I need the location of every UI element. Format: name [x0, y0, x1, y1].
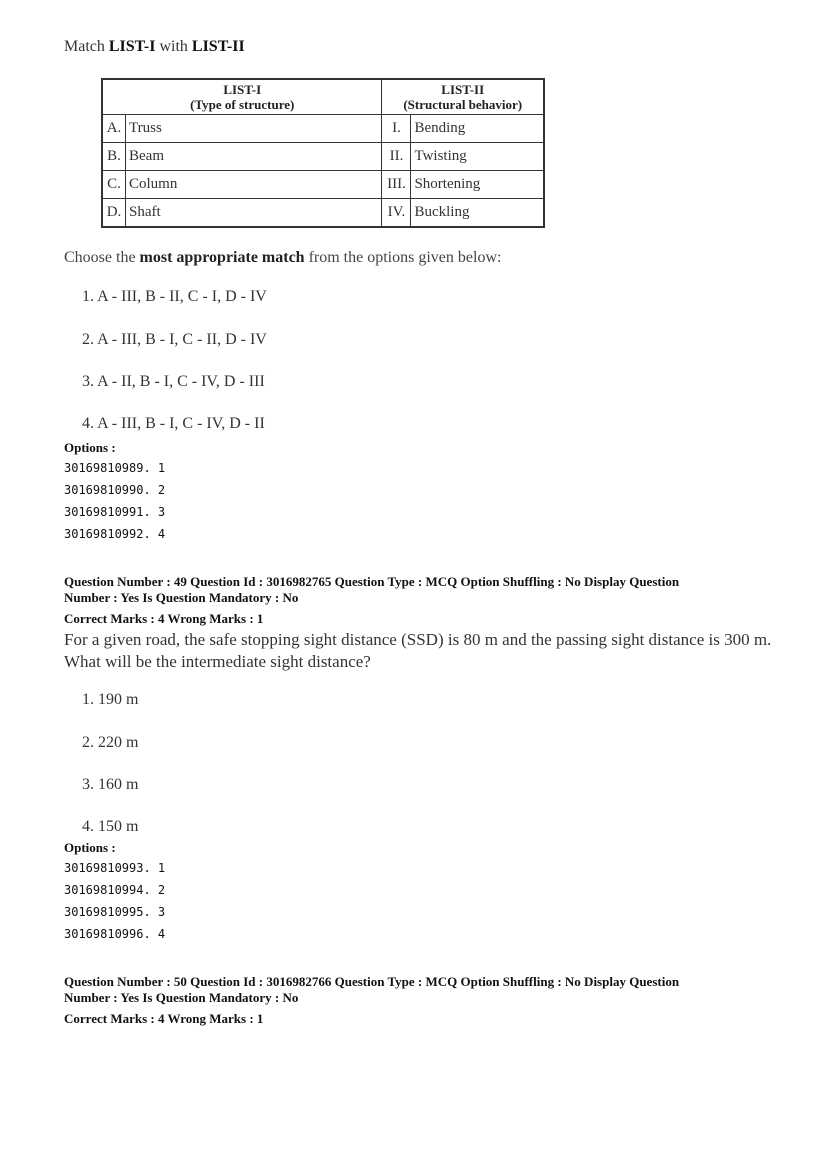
q48-instruction — [64, 249, 501, 267]
row-behavior: Twisting — [411, 143, 544, 171]
row-roman: II. — [382, 143, 411, 171]
q48-heading — [64, 38, 245, 56]
list2-header — [382, 79, 544, 115]
table-row — [102, 143, 544, 171]
list1-header — [102, 79, 382, 115]
match-table-header — [102, 79, 544, 115]
q48-instruction-prefix: Choose the — [64, 249, 140, 266]
q50-meta-line1: Question Number : 50 Question Id : 3016982766 Question Type : MCQ Option Shuffling : No Display Question — [64, 974, 680, 989]
table-row — [102, 171, 544, 199]
q48-heading-list2: LIST-II — [191, 38, 245, 55]
q49-options-label: Options : — [64, 840, 116, 855]
q48-heading-prefix: Match — [64, 38, 109, 55]
option-id: 30169810990. 2 — [64, 483, 166, 497]
q50-meta-line2: Number : Yes Is Question Mandatory : No — [64, 990, 299, 1005]
row-behavior: Bending — [411, 115, 544, 143]
list2-subtitle: (Structural behavior) — [403, 97, 523, 112]
list-item: 3. 160 m — [82, 776, 139, 793]
row-item: Column — [126, 171, 382, 199]
option-id: 30169810993. 1 — [64, 861, 166, 875]
option-id: 30169810991. 3 — [64, 505, 166, 519]
option-id: 30169810996. 4 — [64, 927, 166, 941]
table-row — [102, 115, 544, 143]
q48-instruction-bold: most appropriate match — [139, 249, 305, 266]
row-roman: IV. — [382, 199, 411, 228]
option-id: 30169810995. 3 — [64, 905, 166, 919]
row-behavior: Buckling — [411, 199, 544, 228]
row-behavior: Shortening — [411, 171, 544, 199]
list-item: 4. A - III, B - I, C - IV, D - II — [82, 415, 265, 432]
q50-meta — [64, 974, 784, 1027]
row-item: Beam — [126, 143, 382, 171]
list1-title: LIST-I — [223, 82, 262, 97]
q49-meta — [64, 574, 784, 627]
row-letter: C. — [102, 171, 126, 199]
q48-instruction-suffix: from the options given below: — [304, 249, 502, 266]
list-item: 2. A - III, B - I, C - II, D - IV — [82, 331, 267, 348]
q49-marks: Correct Marks : 4 Wrong Marks : 1 — [64, 611, 264, 626]
list2-title: LIST-II — [441, 82, 485, 97]
row-roman: III. — [382, 171, 411, 199]
list-item: 1. A - III, B - II, C - I, D - IV — [82, 288, 267, 305]
table-row — [102, 199, 544, 228]
row-letter: A. — [102, 115, 126, 143]
q49-meta-line2: Number : Yes Is Question Mandatory : No — [64, 590, 299, 605]
option-id: 30169810989. 1 — [64, 461, 166, 475]
option-id: 30169810992. 4 — [64, 527, 166, 541]
option-id: 30169810994. 2 — [64, 883, 166, 897]
row-roman: I. — [382, 115, 411, 143]
q49-question-text: For a given road, the safe stopping sight distance (SSD) is 80 m and the passing sight distance is 300 m. What will be the intermediate sight distance? — [64, 630, 772, 671]
q49-meta-line1: Question Number : 49 Question Id : 3016982765 Question Type : MCQ Option Shuffling : No Display Question — [64, 574, 680, 589]
list1-subtitle: (Type of structure) — [190, 97, 295, 112]
row-letter: D. — [102, 199, 126, 228]
list-item: 4. 150 m — [82, 818, 139, 835]
row-item: Truss — [126, 115, 382, 143]
q48-heading-with: with — [155, 38, 192, 55]
match-table — [101, 78, 545, 228]
row-letter: B. — [102, 143, 126, 171]
q50-marks: Correct Marks : 4 Wrong Marks : 1 — [64, 1011, 264, 1026]
row-item: Shaft — [126, 199, 382, 228]
list-item: 1. 190 m — [82, 691, 139, 708]
list-item: 3. A - II, B - I, C - IV, D - III — [82, 373, 265, 390]
q48-options-label: Options : — [64, 440, 116, 455]
list-item: 2. 220 m — [82, 734, 139, 751]
q48-heading-list1: LIST-I — [108, 38, 156, 55]
